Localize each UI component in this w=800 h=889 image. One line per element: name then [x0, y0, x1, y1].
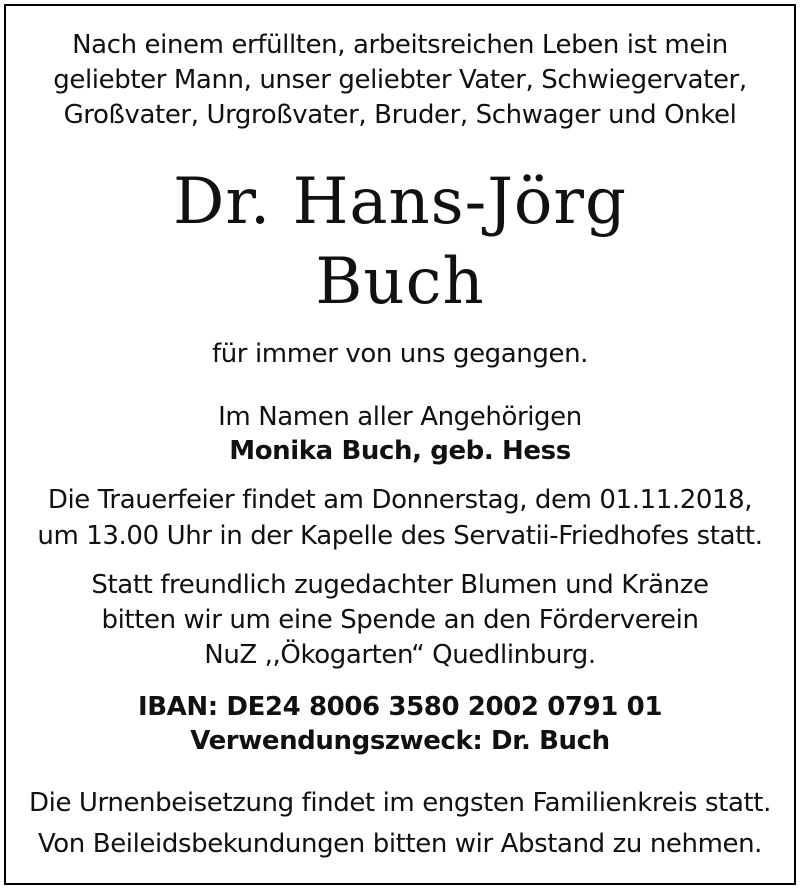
- funeral-line-1: Die Trauerfeier findet am Donnerstag, dem 01.11.2018,: [47, 485, 753, 515]
- intro-line-2: geliebter Mann, unser geliebter Vater, Schwiegervater,: [53, 65, 747, 95]
- deceased-name-line-1: Dr. Hans-Jörg: [173, 165, 627, 239]
- intro-line-1: Nach einem erfüllten, arbeitsreichen Leben ist mein: [72, 30, 728, 60]
- closing-line-2: Von Beileidsbekundungen bitten wir Abstand zu nehmen.: [37, 829, 763, 859]
- donation-line-3: NuZ ,,Ökogarten“ Quedlinburg.: [204, 640, 596, 670]
- mourners-name: Monika Buch, geb. Hess: [229, 436, 571, 466]
- closing-line-1: Die Urnenbeisetzung findet im engsten Familienkreis statt.: [29, 788, 771, 818]
- deceased-name-line-2: Buch: [315, 245, 485, 319]
- mourners-intro: Im Namen aller Angehörigen: [218, 402, 582, 432]
- passed-away-text: für immer von uns gegangen.: [211, 339, 589, 369]
- iban: IBAN: DE24 8006 3580 2002 0791 01: [137, 692, 663, 722]
- donation-line-1: Statt freundlich zugedachter Blumen und Kränze: [91, 570, 709, 600]
- funeral-line-2: um 13.00 Uhr in der Kapelle des Servatii-Friedhofes statt.: [37, 521, 763, 551]
- payment-purpose: Verwendungszweck: Dr. Buch: [190, 726, 610, 756]
- intro-line-3: Großvater, Urgroßvater, Bruder, Schwager und Onkel: [63, 100, 737, 130]
- donation-line-2: bitten wir um eine Spende an den Förderverein: [101, 605, 699, 635]
